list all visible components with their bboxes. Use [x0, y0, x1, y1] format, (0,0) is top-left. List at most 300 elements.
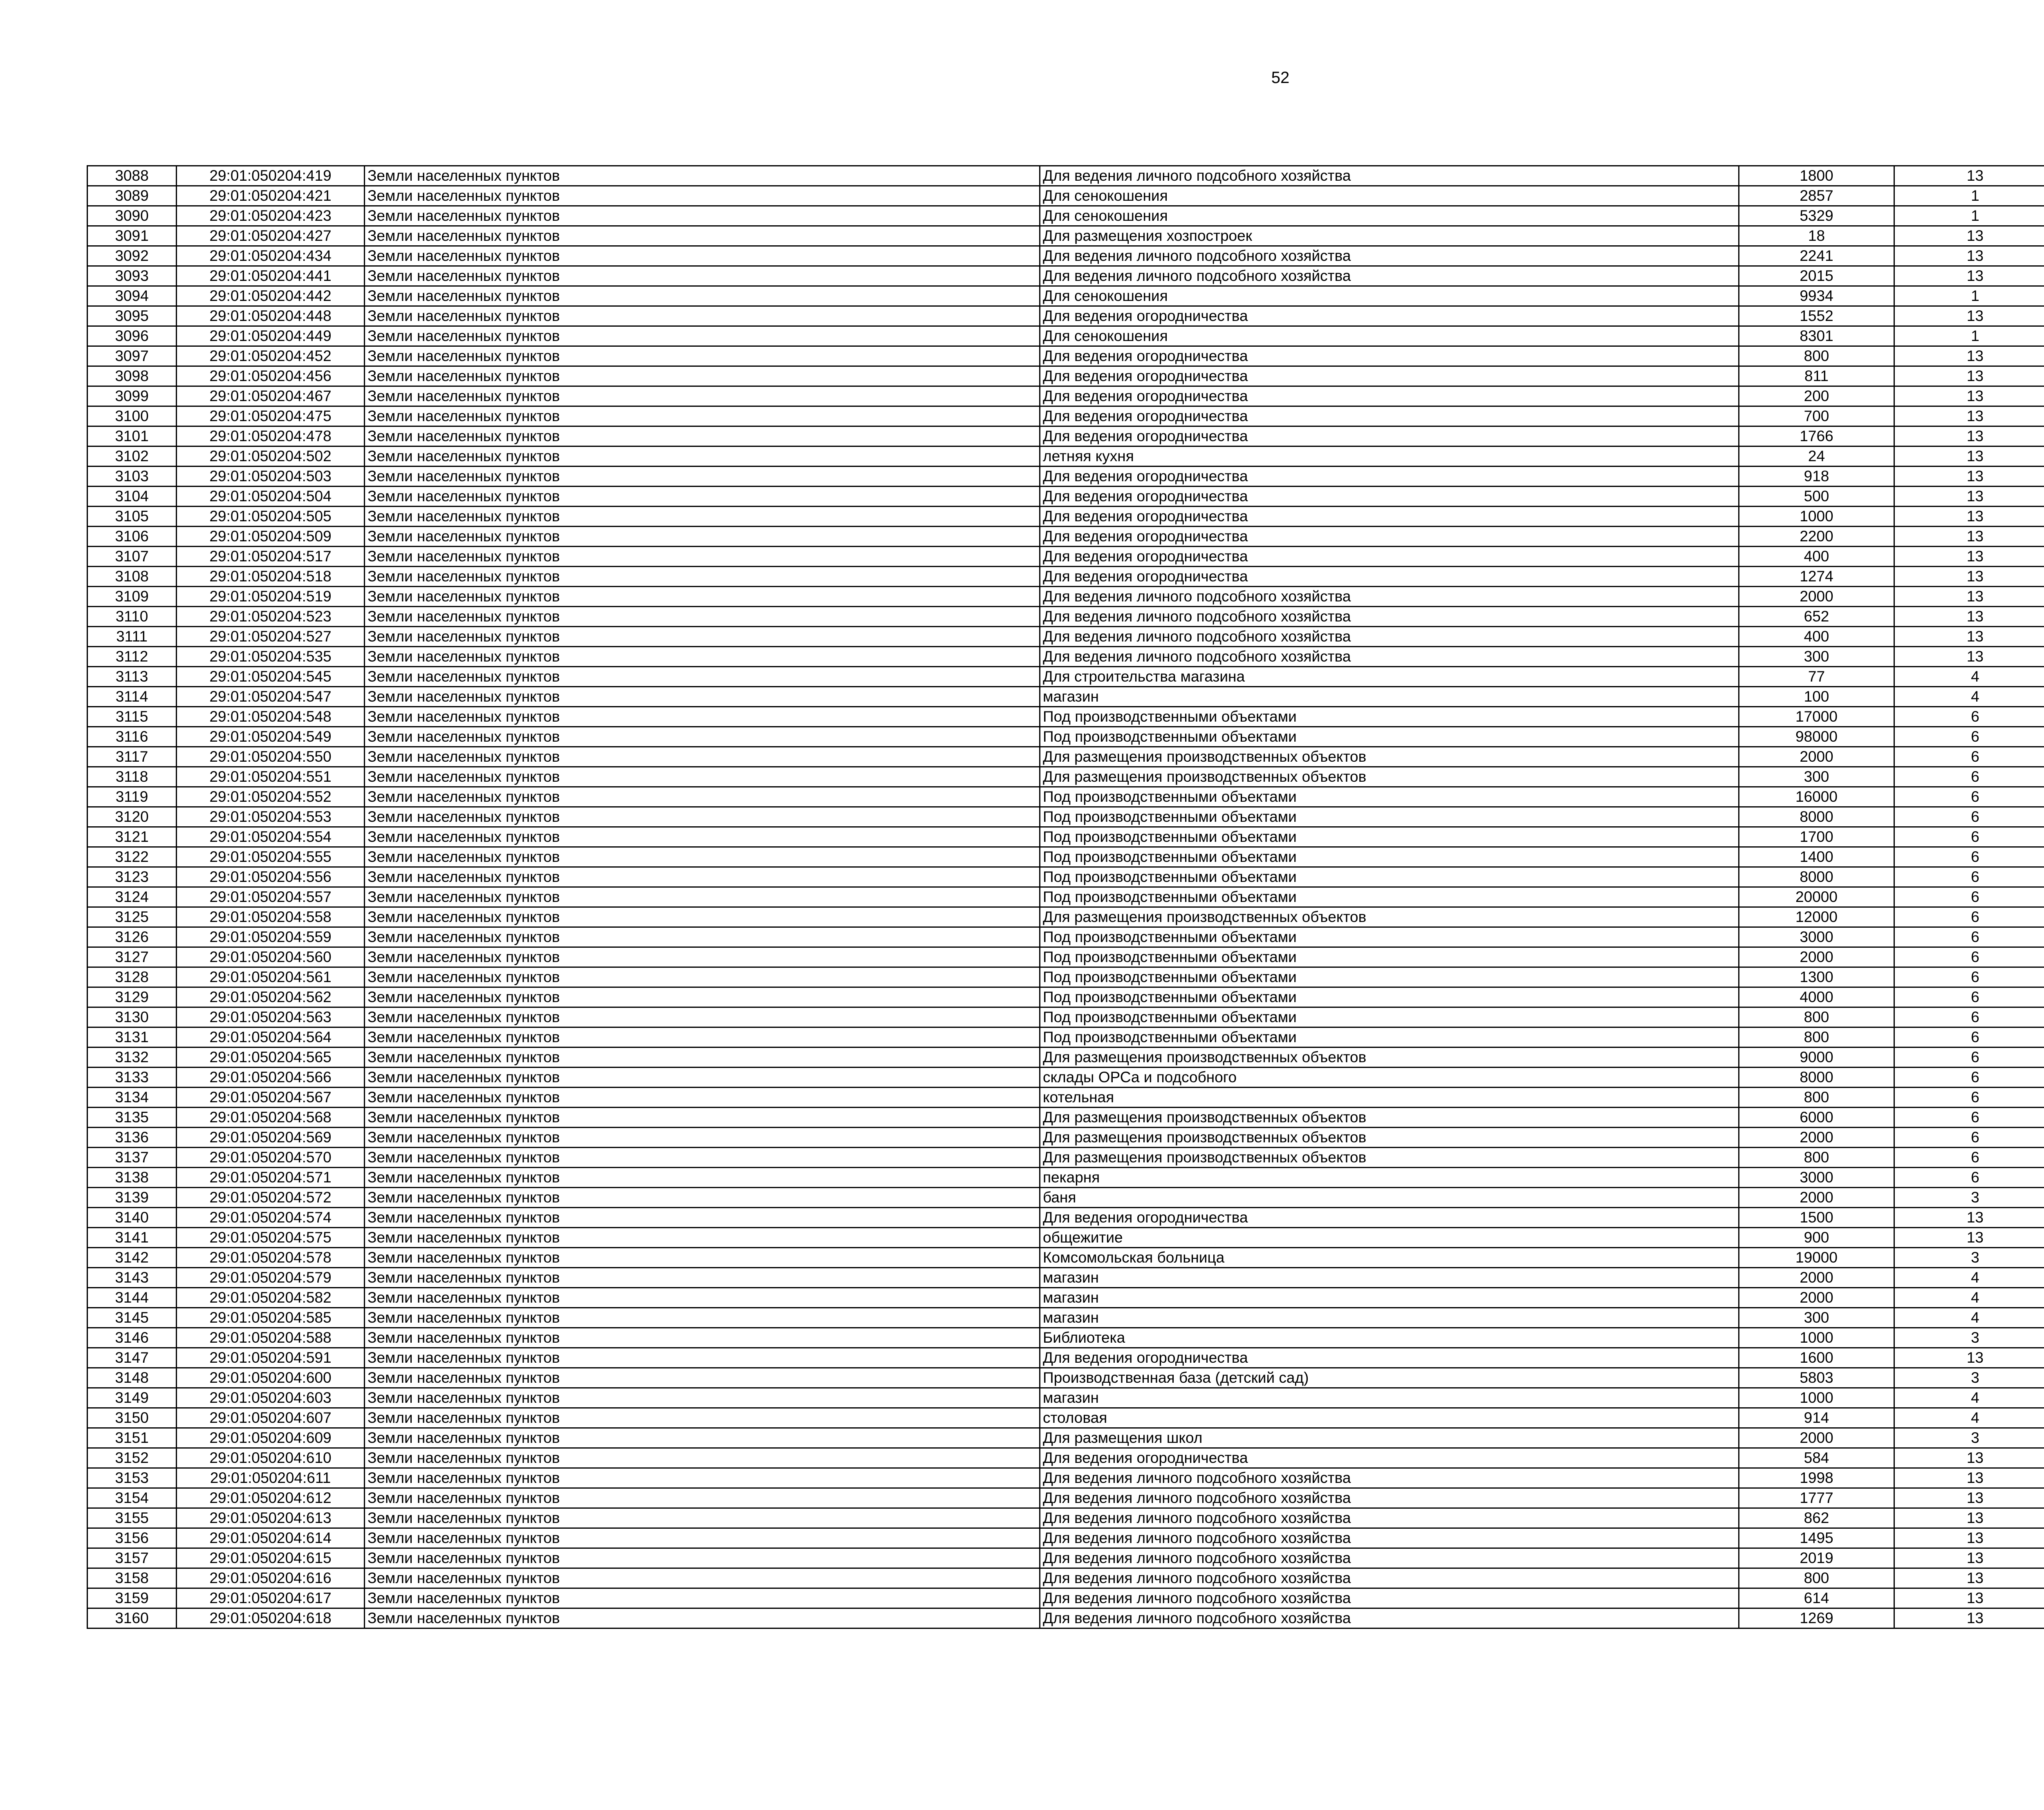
table-row [87, 1408, 2044, 1428]
page-number: 52 [1271, 69, 1290, 87]
area-cell: 1777 [1739, 1488, 1894, 1508]
table-row [87, 406, 2044, 426]
permitted-use-cell: Для ведения огородничества [1040, 507, 1739, 527]
table-row [87, 627, 2044, 647]
area-cell: 1600 [1739, 1348, 1894, 1368]
table-body [87, 166, 2044, 1628]
cadastral-number-cell: 29:01:050204:448 [177, 306, 365, 326]
permitted-use-cell: магазин [1040, 1268, 1739, 1288]
cadastral-number-cell: 29:01:050204:503 [177, 467, 365, 487]
group-code-cell: 13 [1894, 1548, 2044, 1568]
table-row [87, 1548, 2044, 1568]
permitted-use-cell: магазин [1040, 1388, 1739, 1408]
permitted-use-cell: летняя кухня [1040, 446, 1739, 467]
land-category-cell: Земли населенных пунктов [365, 1548, 1040, 1568]
cadastral-number-cell: 29:01:050204:550 [177, 747, 365, 767]
area-cell: 2200 [1739, 527, 1894, 547]
area-cell: 2000 [1739, 947, 1894, 967]
row-number-cell: 3097 [87, 346, 177, 366]
table-row [87, 1128, 2044, 1148]
land-category-cell: Земли населенных пунктов [365, 627, 1040, 647]
land-category-cell: Земли населенных пунктов [365, 1568, 1040, 1588]
land-category-cell: Земли населенных пунктов [365, 947, 1040, 967]
permitted-use-cell: Для ведения огородничества [1040, 1208, 1739, 1228]
row-number-cell: 3101 [87, 426, 177, 446]
cadastral-number-cell: 29:01:050204:561 [177, 967, 365, 987]
area-cell: 300 [1739, 647, 1894, 667]
row-number-cell: 3158 [87, 1568, 177, 1588]
group-code-cell: 13 [1894, 487, 2044, 507]
row-number-cell: 3127 [87, 947, 177, 967]
row-number-cell: 3103 [87, 467, 177, 487]
group-code-cell: 6 [1894, 807, 2044, 827]
cadastral-number-cell: 29:01:050204:568 [177, 1108, 365, 1128]
permitted-use-cell: Для ведения личного подсобного хозяйства [1040, 627, 1739, 647]
group-code-cell: 6 [1894, 1168, 2044, 1188]
area-cell: 800 [1739, 1007, 1894, 1027]
permitted-use-cell: Для сенокошения [1040, 286, 1739, 306]
area-cell: 4000 [1739, 987, 1894, 1007]
cadastral-number-cell: 29:01:050204:419 [177, 166, 365, 186]
row-number-cell: 3107 [87, 547, 177, 567]
permitted-use-cell: Для ведения личного подсобного хозяйства [1040, 1588, 1739, 1608]
area-cell: 614 [1739, 1588, 1894, 1608]
row-number-cell: 3100 [87, 406, 177, 426]
area-cell: 400 [1739, 547, 1894, 567]
row-number-cell: 3139 [87, 1188, 177, 1208]
cadastral-number-cell: 29:01:050204:603 [177, 1388, 365, 1408]
area-cell: 200 [1739, 386, 1894, 406]
permitted-use-cell: Под производственными объектами [1040, 727, 1739, 747]
cadastral-number-cell: 29:01:050204:442 [177, 286, 365, 306]
land-category-cell: Земли населенных пунктов [365, 547, 1040, 567]
table-row [87, 1468, 2044, 1488]
group-code-cell: 13 [1894, 1608, 2044, 1628]
land-category-cell: Земли населенных пунктов [365, 907, 1040, 927]
permitted-use-cell: пекарня [1040, 1168, 1739, 1188]
permitted-use-cell: Для ведения личного подсобного хозяйства [1040, 587, 1739, 607]
group-code-cell: 13 [1894, 1348, 2044, 1368]
permitted-use-cell: Для ведения личного подсобного хозяйства [1040, 246, 1739, 266]
table-row [87, 827, 2044, 847]
cadastral-number-cell: 29:01:050204:572 [177, 1188, 365, 1208]
area-cell: 400 [1739, 627, 1894, 647]
area-cell: 1000 [1739, 1388, 1894, 1408]
area-cell: 17000 [1739, 707, 1894, 727]
group-code-cell: 6 [1894, 927, 2044, 947]
group-code-cell: 3 [1894, 1188, 2044, 1208]
cadastral-number-cell: 29:01:050204:574 [177, 1208, 365, 1228]
row-number-cell: 3124 [87, 887, 177, 907]
table-row [87, 326, 2044, 346]
permitted-use-cell: Под производственными объектами [1040, 927, 1739, 947]
group-code-cell: 6 [1894, 887, 2044, 907]
table-row [87, 266, 2044, 286]
area-cell: 100 [1739, 687, 1894, 707]
permitted-use-cell: Для ведения огородничества [1040, 386, 1739, 406]
group-code-cell: 6 [1894, 707, 2044, 727]
table-row [87, 1168, 2044, 1188]
land-category-cell: Земли населенных пунктов [365, 1047, 1040, 1068]
permitted-use-cell: склады ОРСа и подсобного [1040, 1068, 1739, 1088]
area-cell: 800 [1739, 1148, 1894, 1168]
row-number-cell: 3132 [87, 1047, 177, 1068]
table-row [87, 607, 2044, 627]
permitted-use-cell: Для размещения производственных объектов [1040, 907, 1739, 927]
permitted-use-cell: Под производственными объектами [1040, 707, 1739, 727]
area-cell: 18 [1739, 226, 1894, 246]
cadastral-number-cell: 29:01:050204:618 [177, 1608, 365, 1628]
permitted-use-cell: Для ведения личного подсобного хозяйства [1040, 1488, 1739, 1508]
permitted-use-cell: Для ведения огородничества [1040, 306, 1739, 326]
area-cell: 652 [1739, 607, 1894, 627]
permitted-use-cell: Под производственными объектами [1040, 787, 1739, 807]
row-number-cell: 3096 [87, 326, 177, 346]
land-category-cell: Земли населенных пунктов [365, 326, 1040, 346]
area-cell: 862 [1739, 1508, 1894, 1528]
permitted-use-cell: Для сенокошения [1040, 186, 1739, 206]
table-row [87, 1388, 2044, 1408]
row-number-cell: 3109 [87, 587, 177, 607]
permitted-use-cell: Для ведения огородничества [1040, 406, 1739, 426]
permitted-use-cell: Для ведения огородничества [1040, 1448, 1739, 1468]
cadastral-number-cell: 29:01:050204:421 [177, 186, 365, 206]
land-category-cell: Земли населенных пунктов [365, 507, 1040, 527]
group-code-cell: 1 [1894, 186, 2044, 206]
group-code-cell: 6 [1894, 1148, 2044, 1168]
row-number-cell: 3142 [87, 1248, 177, 1268]
area-cell: 2241 [1739, 246, 1894, 266]
cadastral-number-cell: 29:01:050204:612 [177, 1488, 365, 1508]
permitted-use-cell: Для ведения огородничества [1040, 346, 1739, 366]
land-category-cell: Земли населенных пунктов [365, 987, 1040, 1007]
land-category-cell: Земли населенных пунктов [365, 366, 1040, 386]
permitted-use-cell: Для размещения производственных объектов [1040, 1128, 1739, 1148]
land-category-cell: Земли населенных пунктов [365, 787, 1040, 807]
cadastral-number-cell: 29:01:050204:588 [177, 1328, 365, 1348]
row-number-cell: 3154 [87, 1488, 177, 1508]
group-code-cell: 13 [1894, 406, 2044, 426]
cadastral-number-cell: 29:01:050204:582 [177, 1288, 365, 1308]
land-category-cell: Земли населенных пунктов [365, 1208, 1040, 1228]
cadastral-number-cell: 29:01:050204:502 [177, 446, 365, 467]
area-cell: 3000 [1739, 927, 1894, 947]
table-row [87, 547, 2044, 567]
cadastral-number-cell: 29:01:050204:615 [177, 1548, 365, 1568]
area-cell: 1998 [1739, 1468, 1894, 1488]
cadastral-number-cell: 29:01:050204:558 [177, 907, 365, 927]
table-row [87, 1528, 2044, 1548]
permitted-use-cell: Под производственными объектами [1040, 847, 1739, 867]
row-number-cell: 3126 [87, 927, 177, 947]
row-number-cell: 3149 [87, 1388, 177, 1408]
row-number-cell: 3092 [87, 246, 177, 266]
area-cell: 9934 [1739, 286, 1894, 306]
permitted-use-cell: магазин [1040, 1288, 1739, 1308]
group-code-cell: 13 [1894, 426, 2044, 446]
row-number-cell: 3117 [87, 747, 177, 767]
cadastral-number-cell: 29:01:050204:556 [177, 867, 365, 887]
group-code-cell: 3 [1894, 1248, 2044, 1268]
cadastral-number-cell: 29:01:050204:613 [177, 1508, 365, 1528]
cadastral-number-cell: 29:01:050204:569 [177, 1128, 365, 1148]
cadastral-number-cell: 29:01:050204:456 [177, 366, 365, 386]
table-row [87, 1188, 2044, 1208]
cadastral-number-cell: 29:01:050204:578 [177, 1248, 365, 1268]
table-row [87, 1508, 2044, 1528]
cadastral-number-cell: 29:01:050204:505 [177, 507, 365, 527]
group-code-cell: 6 [1894, 907, 2044, 927]
cadastral-number-cell: 29:01:050204:607 [177, 1408, 365, 1428]
group-code-cell: 4 [1894, 687, 2044, 707]
land-category-cell: Земли населенных пунктов [365, 1088, 1040, 1108]
area-cell: 1400 [1739, 847, 1894, 867]
table-row [87, 1368, 2044, 1388]
land-category-cell: Земли населенных пунктов [365, 1228, 1040, 1248]
permitted-use-cell: Под производственными объектами [1040, 887, 1739, 907]
area-cell: 19000 [1739, 1248, 1894, 1268]
group-code-cell: 6 [1894, 1068, 2044, 1088]
cadastral-number-cell: 29:01:050204:579 [177, 1268, 365, 1288]
permitted-use-cell: столовая [1040, 1408, 1739, 1428]
cadastral-number-cell: 29:01:050204:527 [177, 627, 365, 647]
cadastral-number-cell: 29:01:050204:441 [177, 266, 365, 286]
area-cell: 800 [1739, 1027, 1894, 1047]
land-category-cell: Земли населенных пунктов [365, 1268, 1040, 1288]
table-row [87, 947, 2044, 967]
table-row [87, 907, 2044, 927]
group-code-cell: 4 [1894, 1268, 2044, 1288]
row-number-cell: 3160 [87, 1608, 177, 1628]
cadastral-number-cell: 29:01:050204:553 [177, 807, 365, 827]
table-row [87, 286, 2044, 306]
table-row [87, 767, 2044, 787]
land-category-cell: Земли населенных пунктов [365, 887, 1040, 907]
land-category-cell: Земли населенных пунктов [365, 487, 1040, 507]
row-number-cell: 3105 [87, 507, 177, 527]
land-category-cell: Земли населенных пунктов [365, 1068, 1040, 1088]
table-row [87, 707, 2044, 727]
row-number-cell: 3133 [87, 1068, 177, 1088]
cadastral-number-cell: 29:01:050204:519 [177, 587, 365, 607]
group-code-cell: 4 [1894, 667, 2044, 687]
row-number-cell: 3147 [87, 1348, 177, 1368]
cadastral-number-cell: 29:01:050204:609 [177, 1428, 365, 1448]
group-code-cell: 1 [1894, 286, 2044, 306]
group-code-cell: 13 [1894, 587, 2044, 607]
permitted-use-cell: Под производственными объектами [1040, 827, 1739, 847]
cadastral-number-cell: 29:01:050204:616 [177, 1568, 365, 1588]
area-cell: 1300 [1739, 967, 1894, 987]
row-number-cell: 3090 [87, 206, 177, 226]
table-row [87, 1148, 2044, 1168]
group-code-cell: 6 [1894, 1128, 2044, 1148]
land-category-cell: Земли населенных пунктов [365, 1168, 1040, 1188]
row-number-cell: 3156 [87, 1528, 177, 1548]
table-row [87, 446, 2044, 467]
row-number-cell: 3130 [87, 1007, 177, 1027]
row-number-cell: 3122 [87, 847, 177, 867]
area-cell: 811 [1739, 366, 1894, 386]
cadastral-number-cell: 29:01:050204:611 [177, 1468, 365, 1488]
group-code-cell: 6 [1894, 1108, 2044, 1128]
permitted-use-cell: Под производственными объектами [1040, 807, 1739, 827]
group-code-cell: 13 [1894, 226, 2044, 246]
permitted-use-cell: Для размещения производственных объектов [1040, 767, 1739, 787]
row-number-cell: 3095 [87, 306, 177, 326]
row-number-cell: 3091 [87, 226, 177, 246]
cadastral-number-cell: 29:01:050204:585 [177, 1308, 365, 1328]
land-category-cell: Земли населенных пунктов [365, 346, 1040, 366]
cadastral-number-cell: 29:01:050204:523 [177, 607, 365, 627]
cadastral-number-cell: 29:01:050204:565 [177, 1047, 365, 1068]
group-code-cell: 4 [1894, 1308, 2044, 1328]
group-code-cell: 13 [1894, 346, 2044, 366]
land-category-cell: Земли населенных пунктов [365, 1508, 1040, 1528]
group-code-cell: 6 [1894, 747, 2044, 767]
area-cell: 1000 [1739, 1328, 1894, 1348]
land-category-cell: Земли населенных пунктов [365, 226, 1040, 246]
area-cell: 2000 [1739, 1188, 1894, 1208]
land-category-cell: Земли населенных пунктов [365, 527, 1040, 547]
cadastral-number-cell: 29:01:050204:478 [177, 426, 365, 446]
area-cell: 98000 [1739, 727, 1894, 747]
group-code-cell: 6 [1894, 767, 2044, 787]
row-number-cell: 3098 [87, 366, 177, 386]
row-number-cell: 3141 [87, 1228, 177, 1248]
permitted-use-cell: Для ведения огородничества [1040, 1348, 1739, 1368]
table-row [87, 987, 2044, 1007]
area-cell: 1500 [1739, 1208, 1894, 1228]
permitted-use-cell: Для ведения огородничества [1040, 426, 1739, 446]
area-cell: 2857 [1739, 186, 1894, 206]
group-code-cell: 1 [1894, 326, 2044, 346]
land-registry-table [87, 165, 2044, 1629]
table-row [87, 1488, 2044, 1508]
group-code-cell: 13 [1894, 547, 2044, 567]
table-row [87, 246, 2044, 266]
row-number-cell: 3118 [87, 767, 177, 787]
group-code-cell: 13 [1894, 166, 2044, 186]
area-cell: 1700 [1739, 827, 1894, 847]
area-cell: 8301 [1739, 326, 1894, 346]
table-row [87, 186, 2044, 206]
row-number-cell: 3146 [87, 1328, 177, 1348]
area-cell: 2015 [1739, 266, 1894, 286]
area-cell: 24 [1739, 446, 1894, 467]
row-number-cell: 3116 [87, 727, 177, 747]
land-category-cell: Земли населенных пунктов [365, 1408, 1040, 1428]
table-row [87, 847, 2044, 867]
row-number-cell: 3159 [87, 1588, 177, 1608]
permitted-use-cell: Для размещения производственных объектов [1040, 747, 1739, 767]
land-category-cell: Земли населенных пунктов [365, 607, 1040, 627]
land-category-cell: Земли населенных пунктов [365, 1308, 1040, 1328]
area-cell: 2000 [1739, 747, 1894, 767]
area-cell: 800 [1739, 1088, 1894, 1108]
permitted-use-cell: Под производственными объектами [1040, 867, 1739, 887]
table-row [87, 1047, 2044, 1068]
cadastral-number-cell: 29:01:050204:509 [177, 527, 365, 547]
table-row [87, 1328, 2044, 1348]
group-code-cell: 6 [1894, 867, 2044, 887]
permitted-use-cell: Для размещения школ [1040, 1428, 1739, 1448]
row-number-cell: 3148 [87, 1368, 177, 1388]
group-code-cell: 6 [1894, 967, 2044, 987]
group-code-cell: 6 [1894, 827, 2044, 847]
table-row [87, 1208, 2044, 1228]
group-code-cell: 13 [1894, 306, 2044, 326]
permitted-use-cell: Библиотека [1040, 1328, 1739, 1348]
table-row [87, 1288, 2044, 1308]
land-category-cell: Земли населенных пунктов [365, 406, 1040, 426]
land-category-cell: Земли населенных пунктов [365, 426, 1040, 446]
row-number-cell: 3114 [87, 687, 177, 707]
permitted-use-cell: Под производственными объектами [1040, 967, 1739, 987]
row-number-cell: 3144 [87, 1288, 177, 1308]
land-category-cell: Земли населенных пунктов [365, 1288, 1040, 1308]
land-category-cell: Земли населенных пунктов [365, 807, 1040, 827]
area-cell: 1269 [1739, 1608, 1894, 1628]
cadastral-number-cell: 29:01:050204:427 [177, 226, 365, 246]
area-cell: 1800 [1739, 166, 1894, 186]
area-cell: 500 [1739, 487, 1894, 507]
area-cell: 77 [1739, 667, 1894, 687]
permitted-use-cell: Для ведения личного подсобного хозяйства [1040, 607, 1739, 627]
row-number-cell: 3138 [87, 1168, 177, 1188]
row-number-cell: 3106 [87, 527, 177, 547]
group-code-cell: 6 [1894, 1047, 2044, 1068]
permitted-use-cell: магазин [1040, 687, 1739, 707]
permitted-use-cell: котельная [1040, 1088, 1739, 1108]
row-number-cell: 3104 [87, 487, 177, 507]
table-row [87, 787, 2044, 807]
land-category-cell: Земли населенных пунктов [365, 1388, 1040, 1408]
group-code-cell: 13 [1894, 266, 2044, 286]
area-cell: 1000 [1739, 507, 1894, 527]
permitted-use-cell: Для ведения личного подсобного хозяйства [1040, 166, 1739, 186]
row-number-cell: 3094 [87, 286, 177, 306]
cadastral-number-cell: 29:01:050204:467 [177, 386, 365, 406]
permitted-use-cell: Для ведения личного подсобного хозяйства [1040, 1468, 1739, 1488]
table-row [87, 647, 2044, 667]
cadastral-number-cell: 29:01:050204:557 [177, 887, 365, 907]
area-cell: 8000 [1739, 867, 1894, 887]
row-number-cell: 3125 [87, 907, 177, 927]
cadastral-number-cell: 29:01:050204:449 [177, 326, 365, 346]
land-category-cell: Земли населенных пунктов [365, 647, 1040, 667]
land-category-cell: Земли населенных пунктов [365, 567, 1040, 587]
permitted-use-cell: Под производственными объектами [1040, 1007, 1739, 1027]
table-row [87, 226, 2044, 246]
cadastral-number-cell: 29:01:050204:504 [177, 487, 365, 507]
table-row [87, 1108, 2044, 1128]
cadastral-number-cell: 29:01:050204:563 [177, 1007, 365, 1027]
table-row [87, 527, 2044, 547]
permitted-use-cell: Производственная база (детский сад) [1040, 1368, 1739, 1388]
permitted-use-cell: Для размещения производственных объектов [1040, 1108, 1739, 1128]
land-category-cell: Земли населенных пунктов [365, 667, 1040, 687]
permitted-use-cell: Для ведения личного подсобного хозяйства [1040, 1568, 1739, 1588]
permitted-use-cell: Для размещения производственных объектов [1040, 1148, 1739, 1168]
table-row [87, 1308, 2044, 1328]
permitted-use-cell: Для ведения личного подсобного хозяйства [1040, 1608, 1739, 1628]
group-code-cell: 6 [1894, 727, 2044, 747]
permitted-use-cell: Для ведения личного подсобного хозяйства [1040, 1508, 1739, 1528]
group-code-cell: 13 [1894, 467, 2044, 487]
area-cell: 2019 [1739, 1548, 1894, 1568]
row-number-cell: 3151 [87, 1428, 177, 1448]
